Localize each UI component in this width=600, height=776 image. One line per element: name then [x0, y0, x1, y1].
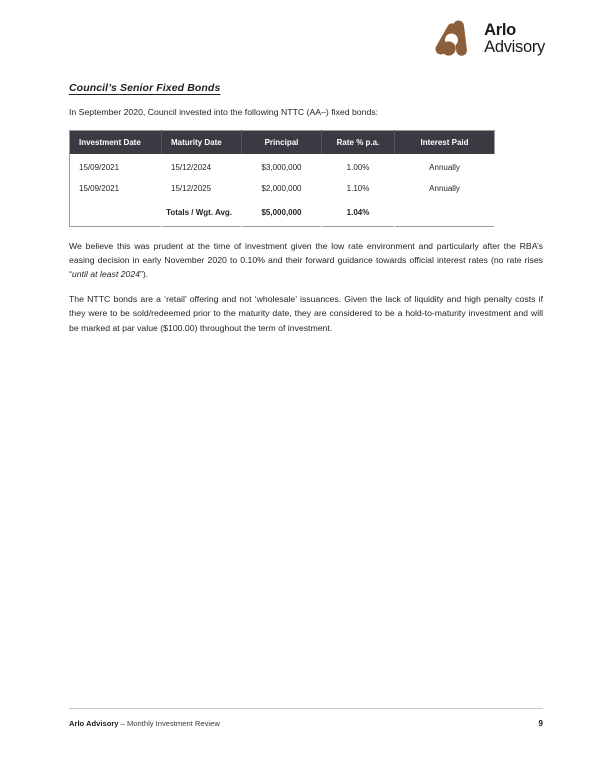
footer-divider: [69, 708, 543, 709]
section-lead-text: In September 2020, Council invested into the following NTTC (AA–) fixed bonds:: [69, 107, 379, 117]
column-header-principal: Principal: [242, 131, 322, 155]
table-row: [70, 178, 495, 199]
column-header-interest-paid: Interest Paid: [395, 131, 495, 155]
column-header-maturity-date: Maturity Date: [162, 131, 242, 155]
page-footer: [69, 708, 543, 728]
cell-maturity-date: 15/12/2025: [162, 178, 242, 199]
paragraph-emphasis: until at least 2024: [71, 269, 141, 280]
cell-interest-paid: Annually: [395, 154, 495, 178]
paragraph-text-part: ”).: [140, 269, 149, 280]
cell-totals-rate: 1.04%: [322, 199, 395, 227]
cell-investment-date: 15/09/2021: [70, 154, 162, 178]
footer-row: [69, 719, 543, 728]
brand-wordmark: [484, 21, 545, 56]
cell-totals-principal: $5,000,000: [242, 199, 322, 227]
content-column: [69, 82, 543, 346]
table-header-row: [70, 131, 495, 155]
brand-name-bottom: Advisory: [484, 38, 545, 56]
cell-interest-paid: Annually: [395, 178, 495, 199]
footer-page-number: 9: [538, 719, 543, 728]
cell-principal: $2,000,000: [242, 178, 322, 199]
table-row: [70, 154, 495, 178]
brand-name-top: Arlo: [484, 20, 516, 39]
arlo-a-mark-icon: [435, 18, 477, 58]
paragraph-text-part: We believe this was prudent at the time of investment given the low rate environment and particularly after the RBA’s easing decision in early November 2020 to 0.10% and their forward guidance towards official interest rates (no rate rises “: [69, 241, 543, 280]
column-header-rate: Rate % p.a.: [322, 131, 395, 155]
table-totals-row: [70, 199, 495, 227]
footer-brand: Arlo Advisory: [69, 719, 119, 728]
cell-totals-blank: [70, 199, 162, 227]
section-heading: Council’s Senior Fixed Bonds: [69, 82, 221, 94]
cell-principal: $3,000,000: [242, 154, 322, 178]
table-body: [70, 154, 495, 227]
cell-investment-date: 15/09/2021: [70, 178, 162, 199]
paragraph-retail-offering: The NTTC bonds are a ‘retail’ offering and not ‘wholesale’ issuances. Given the lack of liquidity and high penalty costs if they were to be sold/redeemed prior to the maturity date, they are considered to be a hold-to-maturity investment and will be marked at par value ($100.00) throughout the term of investment.: [69, 294, 543, 333]
column-header-investment-date: Investment Date: [70, 131, 162, 155]
footer-doc-title: – Monthly Investment Review: [118, 719, 220, 728]
cell-rate: 1.00%: [322, 154, 395, 178]
cell-rate: 1.10%: [322, 178, 395, 199]
bond-holdings-table: [69, 130, 495, 227]
brand-masthead: [435, 18, 545, 58]
footer-text: [69, 719, 220, 728]
cell-totals-interest: [395, 199, 495, 227]
cell-maturity-date: 15/12/2024: [162, 154, 242, 178]
table-header: [70, 131, 495, 155]
cell-totals-label: Totals / Wgt. Avg.: [162, 199, 242, 227]
paragraph-rate-outlook: [69, 239, 543, 281]
